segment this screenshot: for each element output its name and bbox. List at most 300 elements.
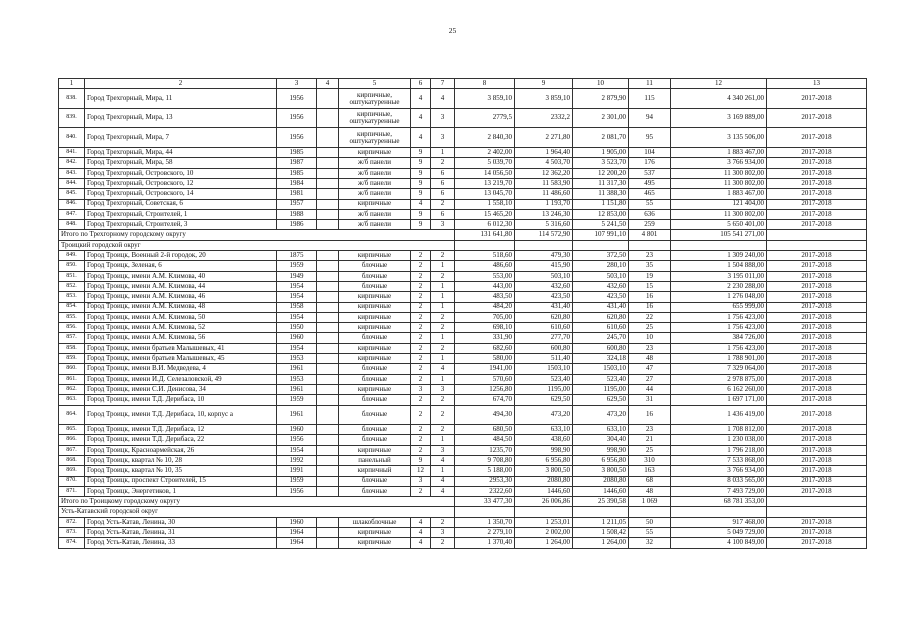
total-area-cell: 2 279,10 (455, 528, 515, 538)
repair-cost-cell: 11 300 802,00 (671, 178, 767, 188)
repair-cost-cell: 384 726,00 (671, 333, 767, 343)
empty-cell (317, 312, 339, 322)
private-area-cell: 11 388,30 (573, 189, 629, 199)
year-cell: 1956 (277, 128, 317, 148)
address-cell: Город Троицк, имени Т.Д. Дерибаса, 10, корпус а (85, 405, 277, 425)
residents-cell: 48 (629, 354, 671, 364)
repair-cost-cell: 917 468,00 (671, 517, 767, 527)
address-cell: Город Трехгорный, Островского, 14 (85, 189, 277, 199)
table-row (59, 445, 867, 455)
residential-area-cell: 11 583,90 (515, 178, 573, 188)
wall-material-cell: ж/б панели (339, 220, 411, 230)
entrances-cell: 2 (431, 395, 455, 405)
row-number-cell: 848. (59, 220, 85, 230)
empty-cell (317, 158, 339, 168)
table-row (59, 455, 867, 465)
total-area-cell: 484,20 (455, 302, 515, 312)
empty-cell (317, 261, 339, 271)
table-row (59, 302, 867, 312)
repair-cost-cell: 11 300 802,00 (671, 209, 767, 219)
address-cell: Город Троицк, имени Т.Д. Дерибаса, 10 (85, 395, 277, 405)
table-row (59, 168, 867, 178)
table-row (59, 271, 867, 281)
private-area-cell: 5 241,50 (573, 220, 629, 230)
empty-cell (671, 507, 767, 517)
year-cell: 1960 (277, 425, 317, 435)
table-row (59, 405, 867, 425)
entrances-cell: 1 (431, 354, 455, 364)
repair-cost-cell: 1 756 423,00 (671, 343, 767, 353)
floors-cell: 9 (411, 168, 431, 178)
period-cell: 2017-2018 (767, 455, 867, 465)
year-cell: 1964 (277, 538, 317, 548)
wall-material-cell: блочные (339, 486, 411, 496)
row-number-cell: 847. (59, 209, 85, 219)
residential-area-cell: 633,10 (515, 425, 573, 435)
empty-cell (455, 507, 515, 517)
address-cell: Город Троицк, имени братьев Малышевых, 41 (85, 343, 277, 353)
private-area-cell: 431,40 (573, 302, 629, 312)
private-area-cell: 1 905,00 (573, 148, 629, 158)
entrances-cell: 4 (431, 89, 455, 109)
table-row (59, 189, 867, 199)
year-cell: 1950 (277, 323, 317, 333)
private-area-cell: 1503,10 (573, 364, 629, 374)
total-area-cell: 1941,00 (455, 364, 515, 374)
table-row (59, 333, 867, 343)
entrances-cell: 2 (431, 251, 455, 261)
repair-cost-cell: 1 436 419,00 (671, 405, 767, 425)
address-cell: Город Усть-Катав, Ленина, 33 (85, 538, 277, 548)
wall-material-cell: панельный (339, 455, 411, 465)
wall-material-cell: шлакоблочные (339, 517, 411, 527)
row-number-cell: 856. (59, 323, 85, 333)
residential-area-cell: 503,10 (515, 271, 573, 281)
table-row (59, 312, 867, 322)
floors-cell: 2 (411, 395, 431, 405)
empty-cell (317, 354, 339, 364)
private-area-cell: 6 956,80 (573, 455, 629, 465)
table-row (59, 281, 867, 291)
period-cell (767, 497, 867, 507)
address-cell: Город Трехгорный, Мира, 58 (85, 158, 277, 168)
repair-cost-cell: 7 533 868,00 (671, 455, 767, 465)
repair-cost-cell: 3 135 506,00 (671, 128, 767, 148)
entrances-cell: 1 (431, 292, 455, 302)
floors-cell: 4 (411, 528, 431, 538)
year-cell: 1984 (277, 178, 317, 188)
row-number-cell: 838. (59, 89, 85, 109)
column-number-cell: 11 (629, 79, 671, 89)
repair-cost-cell: 655 999,00 (671, 302, 767, 312)
wall-material-cell: кирпичные, оштукатуренные (339, 108, 411, 128)
residents-cell: 32 (629, 538, 671, 548)
repair-cost-cell: 1 883 467,00 (671, 189, 767, 199)
column-number-cell: 7 (431, 79, 455, 89)
empty-cell (317, 445, 339, 455)
address-cell: Город Усть-Катав, Ленина, 30 (85, 517, 277, 527)
total-area-cell: 580,00 (455, 354, 515, 364)
residents-cell: 10 (629, 333, 671, 343)
wall-material-cell: кирпичные (339, 251, 411, 261)
wall-material-cell: кирпичные (339, 343, 411, 353)
empty-cell (671, 240, 767, 250)
entrances-cell: 4 (431, 486, 455, 496)
row-number-cell: 868. (59, 455, 85, 465)
floors-cell: 9 (411, 148, 431, 158)
residents-cell: 31 (629, 395, 671, 405)
private-area-cell: 107 991,10 (573, 230, 629, 240)
private-area-cell: 629,50 (573, 395, 629, 405)
total-area-cell: 2779,5 (455, 108, 515, 128)
entrances-cell: 4 (431, 455, 455, 465)
repair-cost-cell: 3 169 889,00 (671, 108, 767, 128)
residential-area-cell: 511,40 (515, 354, 573, 364)
entrances-cell: 2 (431, 323, 455, 333)
row-number-cell: 864. (59, 405, 85, 425)
year-cell: 1956 (277, 435, 317, 445)
column-number-cell: 6 (411, 79, 431, 89)
year-cell: 1959 (277, 476, 317, 486)
empty-cell (317, 538, 339, 548)
row-number-cell: 865. (59, 425, 85, 435)
total-area-cell: 2 840,30 (455, 128, 515, 148)
address-cell: Город Троицк, имени Т.Д. Дерибаса, 22 (85, 435, 277, 445)
total-area-cell: 2953,30 (455, 476, 515, 486)
year-cell: 1961 (277, 405, 317, 425)
residential-area-cell: 432,60 (515, 281, 573, 291)
year-cell: 1960 (277, 333, 317, 343)
residents-cell: 636 (629, 209, 671, 219)
table-row (59, 292, 867, 302)
wall-material-cell: кирпичные (339, 354, 411, 364)
residents-cell: 55 (629, 199, 671, 209)
table-row (59, 343, 867, 353)
entrances-cell: 3 (431, 220, 455, 230)
address-cell: Город Троицк, имени А.М. Климова, 56 (85, 333, 277, 343)
wall-material-cell: блочные (339, 271, 411, 281)
empty-cell (317, 384, 339, 394)
period-cell: 2017-2018 (767, 312, 867, 322)
row-number-cell: 869. (59, 466, 85, 476)
private-area-cell: 523,40 (573, 374, 629, 384)
address-cell: Город Троицк, проспект Строителей, 15 (85, 476, 277, 486)
table-row (59, 517, 867, 527)
year-cell: 1987 (277, 158, 317, 168)
empty-cell (317, 395, 339, 405)
entrances-cell: 6 (431, 189, 455, 199)
row-number-cell: 866. (59, 435, 85, 445)
period-cell: 2017-2018 (767, 374, 867, 384)
column-number-cell: 2 (85, 79, 277, 89)
entrances-cell: 3 (431, 384, 455, 394)
residents-cell: 163 (629, 466, 671, 476)
year-cell: 1954 (277, 281, 317, 291)
table-row (59, 528, 867, 538)
empty-cell (317, 466, 339, 476)
entrances-cell: 2 (431, 158, 455, 168)
wall-material-cell: кирпичные, оштукатуренные (339, 128, 411, 148)
repair-cost-cell: 1 796 218,00 (671, 445, 767, 455)
total-area-cell: 15 465,20 (455, 209, 515, 219)
row-number-cell: 859. (59, 354, 85, 364)
total-area-cell: 518,60 (455, 251, 515, 261)
floors-cell: 4 (411, 199, 431, 209)
empty-cell (317, 148, 339, 158)
floors-cell: 2 (411, 374, 431, 384)
total-area-cell: 3 859,10 (455, 89, 515, 109)
private-area-cell: 600,80 (573, 343, 629, 353)
row-number-cell: 872. (59, 517, 85, 527)
address-cell: Город Трехгорный, Островского, 12 (85, 178, 277, 188)
empty-cell (317, 476, 339, 486)
residential-area-cell: 1 253,01 (515, 517, 573, 527)
empty-cell (317, 343, 339, 353)
wall-material-cell: кирпичные (339, 323, 411, 333)
column-number-cell: 1 (59, 79, 85, 89)
residential-area-cell: 523,40 (515, 374, 573, 384)
period-cell: 2017-2018 (767, 89, 867, 109)
residential-area-cell: 1503,10 (515, 364, 573, 374)
repair-cost-cell: 1 697 171,00 (671, 395, 767, 405)
private-area-cell: 2 301,00 (573, 108, 629, 128)
entrances-cell: 2 (431, 517, 455, 527)
empty-cell (317, 374, 339, 384)
private-area-cell: 503,10 (573, 271, 629, 281)
row-number-cell: 858. (59, 343, 85, 353)
address-cell: Город Троицк, Красноармейская, 26 (85, 445, 277, 455)
residential-area-cell: 438,60 (515, 435, 573, 445)
private-area-cell: 633,10 (573, 425, 629, 435)
total-area-cell: 698,10 (455, 323, 515, 333)
table-row (59, 220, 867, 230)
table-row (59, 209, 867, 219)
table-row (59, 108, 867, 128)
table-row (59, 395, 867, 405)
table-row (59, 384, 867, 394)
total-area-cell: 131 641,80 (455, 230, 515, 240)
residents-cell: 23 (629, 425, 671, 435)
year-cell: 1961 (277, 364, 317, 374)
entrances-cell: 4 (431, 476, 455, 486)
private-area-cell: 1 211,05 (573, 517, 629, 527)
residents-cell: 68 (629, 476, 671, 486)
wall-material-cell: блочные (339, 281, 411, 291)
repair-cost-cell: 2 230 288,00 (671, 281, 767, 291)
wall-material-cell: блочные (339, 261, 411, 271)
floors-cell: 12 (411, 466, 431, 476)
row-number-cell: 857. (59, 333, 85, 343)
year-cell: 1953 (277, 374, 317, 384)
residential-area-cell: 3 859,10 (515, 89, 573, 109)
private-area-cell: 2 081,70 (573, 128, 629, 148)
empty-cell (317, 108, 339, 128)
period-cell: 2017-2018 (767, 148, 867, 158)
floors-cell: 4 (411, 538, 431, 548)
wall-material-cell: кирпичные (339, 384, 411, 394)
residents-cell: 22 (629, 312, 671, 322)
residents-cell: 4 801 (629, 230, 671, 240)
row-number-cell: 852. (59, 281, 85, 291)
wall-material-cell: кирпичные (339, 199, 411, 209)
period-cell: 2017-2018 (767, 405, 867, 425)
table-row (59, 128, 867, 148)
period-cell: 2017-2018 (767, 476, 867, 486)
entrances-cell: 6 (431, 209, 455, 219)
column-number-cell: 3 (277, 79, 317, 89)
table-row (59, 323, 867, 333)
empty-cell (629, 507, 671, 517)
period-cell: 2017-2018 (767, 261, 867, 271)
floors-cell: 4 (411, 517, 431, 527)
total-row (59, 497, 867, 507)
residents-cell: 25 (629, 323, 671, 333)
private-area-cell: 324,18 (573, 354, 629, 364)
repair-cost-cell: 1 708 812,00 (671, 425, 767, 435)
empty-cell (317, 251, 339, 261)
entrances-cell: 2 (431, 312, 455, 322)
private-area-cell: 2 879,90 (573, 89, 629, 109)
year-cell: 1953 (277, 354, 317, 364)
residents-cell: 95 (629, 128, 671, 148)
repair-cost-cell: 68 781 353,00 (671, 497, 767, 507)
address-cell: Город Троицк, имени Т.Д. Дерибаса, 12 (85, 425, 277, 435)
residential-area-cell: 26 006,86 (515, 497, 573, 507)
residential-area-cell: 2080,80 (515, 476, 573, 486)
residents-cell: 104 (629, 148, 671, 158)
private-area-cell: 1195,00 (573, 384, 629, 394)
wall-material-cell: кирпичные (339, 445, 411, 455)
floors-cell: 2 (411, 405, 431, 425)
residents-cell: 94 (629, 108, 671, 128)
repair-cost-cell: 1 756 423,00 (671, 323, 767, 333)
private-area-cell: 304,40 (573, 435, 629, 445)
total-label-cell: Итого по Трехгорному городскому округу (59, 230, 455, 240)
residential-area-cell: 2 271,80 (515, 128, 573, 148)
address-cell: Город Трехгорный, Советская, 6 (85, 199, 277, 209)
private-area-cell: 245,70 (573, 333, 629, 343)
repair-cost-cell: 3 766 934,00 (671, 158, 767, 168)
entrances-cell: 2 (431, 343, 455, 353)
entrances-cell: 3 (431, 108, 455, 128)
period-cell: 2017-2018 (767, 333, 867, 343)
empty-cell (317, 220, 339, 230)
period-cell: 2017-2018 (767, 199, 867, 209)
address-cell: Город Трехгорный, Островского, 10 (85, 168, 277, 178)
private-area-cell: 2080,80 (573, 476, 629, 486)
entrances-cell: 2 (431, 405, 455, 425)
repair-cost-cell: 1 504 888,00 (671, 261, 767, 271)
floors-cell: 9 (411, 220, 431, 230)
year-cell: 1959 (277, 261, 317, 271)
year-cell: 1959 (277, 395, 317, 405)
residential-area-cell: 620,80 (515, 312, 573, 322)
year-cell: 1985 (277, 148, 317, 158)
table-row (59, 364, 867, 374)
total-area-cell: 484,50 (455, 435, 515, 445)
period-cell: 2017-2018 (767, 292, 867, 302)
private-area-cell: 372,50 (573, 251, 629, 261)
address-cell: Город Трехгорный, Мира, 7 (85, 128, 277, 148)
empty-cell (317, 89, 339, 109)
row-number-cell: 862. (59, 384, 85, 394)
floors-cell: 4 (411, 89, 431, 109)
period-cell: 2017-2018 (767, 354, 867, 364)
empty-cell (317, 364, 339, 374)
page-number: 25 (448, 26, 457, 35)
period-cell: 2017-2018 (767, 209, 867, 219)
residents-cell: 176 (629, 158, 671, 168)
wall-material-cell: кирпичные (339, 292, 411, 302)
period-cell (767, 230, 867, 240)
residential-area-cell: 600,80 (515, 343, 573, 353)
row-number-cell: 854. (59, 302, 85, 312)
address-cell: Город Трехгорный, Строителей, 1 (85, 209, 277, 219)
wall-material-cell: кирпичные (339, 302, 411, 312)
total-area-cell: 14 056,50 (455, 168, 515, 178)
floors-cell: 2 (411, 333, 431, 343)
period-cell: 2017-2018 (767, 486, 867, 496)
repair-cost-cell: 6 162 260,00 (671, 384, 767, 394)
wall-material-cell: блочные (339, 425, 411, 435)
period-cell: 2017-2018 (767, 517, 867, 527)
period-cell: 2017-2018 (767, 220, 867, 230)
column-number-cell: 12 (671, 79, 767, 89)
row-number-cell: 840. (59, 128, 85, 148)
entrances-cell: 1 (431, 435, 455, 445)
floors-cell: 2 (411, 445, 431, 455)
residents-cell: 15 (629, 281, 671, 291)
floors-cell: 9 (411, 178, 431, 188)
year-cell: 1949 (277, 271, 317, 281)
floors-cell: 2 (411, 354, 431, 364)
repair-cost-cell: 1 230 038,00 (671, 435, 767, 445)
total-area-cell: 1235,70 (455, 445, 515, 455)
year-cell: 1964 (277, 528, 317, 538)
private-area-cell: 610,60 (573, 323, 629, 333)
residential-area-cell: 1446,60 (515, 486, 573, 496)
private-area-cell: 12 200,20 (573, 168, 629, 178)
year-cell: 1957 (277, 199, 317, 209)
residential-area-cell: 998,90 (515, 445, 573, 455)
wall-material-cell: ж/б панели (339, 189, 411, 199)
entrances-cell: 1 (431, 148, 455, 158)
private-area-cell: 280,10 (573, 261, 629, 271)
period-cell: 2017-2018 (767, 425, 867, 435)
entrances-cell: 3 (431, 445, 455, 455)
column-number-cell: 13 (767, 79, 867, 89)
residents-cell: 19 (629, 271, 671, 281)
row-number-cell: 855. (59, 312, 85, 322)
entrances-cell: 2 (431, 199, 455, 209)
private-area-cell: 12 853,00 (573, 209, 629, 219)
residents-cell: 465 (629, 189, 671, 199)
period-cell: 2017-2018 (767, 271, 867, 281)
empty-cell (573, 507, 629, 517)
empty-cell (767, 507, 867, 517)
year-cell: 1958 (277, 302, 317, 312)
total-label-cell: Итого по Троицкому городскому округу (59, 497, 455, 507)
total-area-cell: 331,90 (455, 333, 515, 343)
period-cell: 2017-2018 (767, 466, 867, 476)
empty-cell (317, 528, 339, 538)
section-heading-row (59, 240, 867, 250)
wall-material-cell: ж/б панели (339, 168, 411, 178)
year-cell: 1960 (277, 517, 317, 527)
residential-area-cell: 415,90 (515, 261, 573, 271)
total-area-cell: 674,70 (455, 395, 515, 405)
total-row (59, 230, 867, 240)
